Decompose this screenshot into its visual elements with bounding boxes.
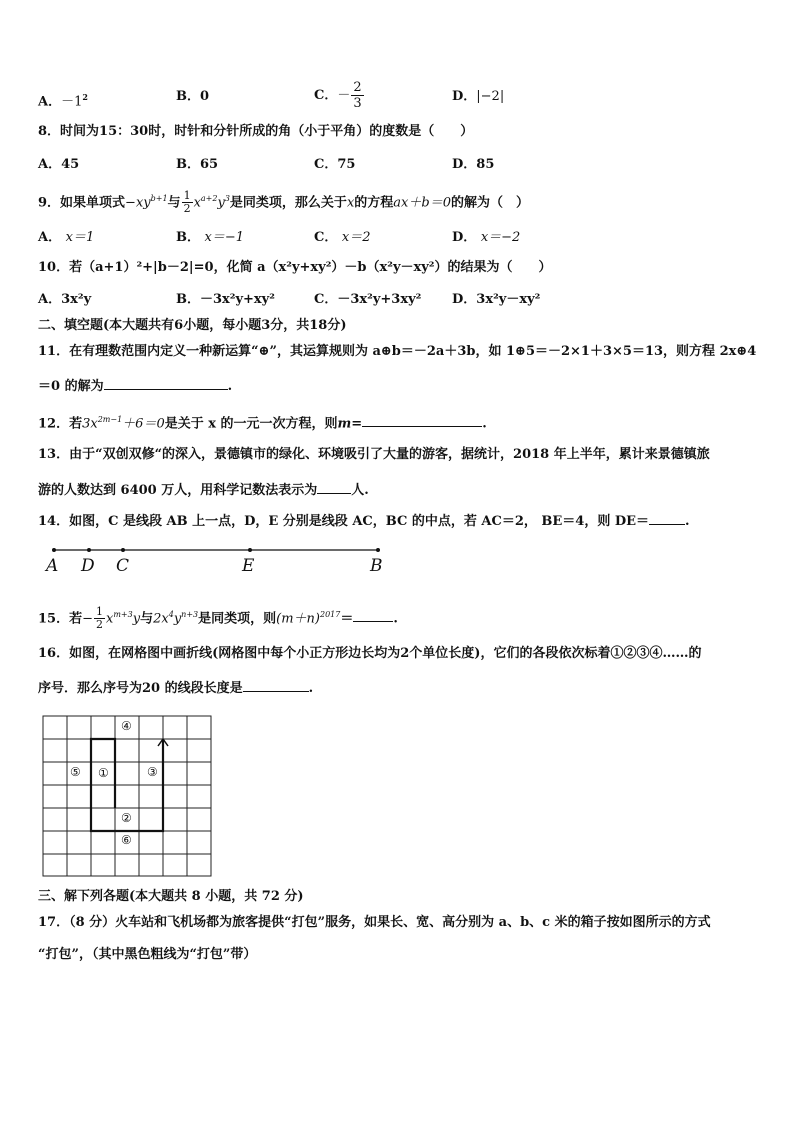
grid-label-1: ①	[98, 766, 109, 780]
option-value: x＝−1	[204, 230, 245, 245]
option-letter: A．	[38, 230, 62, 245]
option-letter: A．	[38, 94, 62, 110]
q8-option-b: B．65	[176, 157, 219, 172]
option-letter: D．	[452, 230, 477, 245]
label-c: C	[116, 556, 130, 576]
text: 9．如果单项式	[38, 195, 126, 211]
variable: m	[337, 416, 352, 432]
option-value: －1	[61, 94, 83, 110]
grid-label-2: ②	[121, 811, 132, 825]
grid-label-4: ④	[121, 719, 132, 733]
section-3-heading: 三、解下列各题(本大题共 8 小题，共 72 分)	[38, 889, 304, 904]
exponent: 4	[168, 610, 174, 619]
text: .	[308, 681, 314, 696]
q17-line2: “打包”，（其中黑色粗线为“打包”带）	[38, 947, 257, 962]
fraction	[182, 190, 193, 215]
exponent: n+3	[181, 610, 199, 619]
q7-option-a	[38, 88, 88, 111]
answer-blank[interactable]	[104, 375, 228, 390]
q8-option-a: A．45	[38, 157, 80, 172]
option-letter: C．	[314, 230, 338, 245]
q14-stem	[38, 510, 690, 531]
q7-option-c	[314, 80, 365, 111]
text: 是同类项，那么关于	[229, 195, 347, 211]
label-e: E	[242, 556, 255, 576]
q7-option-d	[452, 88, 504, 106]
exponent: 3	[224, 194, 230, 203]
point-e	[248, 548, 252, 552]
fraction-numerator: 1	[96, 605, 103, 619]
grid-figure	[42, 715, 214, 879]
option-value: x＝1	[65, 230, 95, 245]
text: 与	[140, 611, 154, 627]
text: 是关于 x 的一元一次方程，则	[164, 416, 338, 432]
text: 序号．那么序号为20 的线段长度是	[38, 681, 243, 696]
exponent: 2	[82, 92, 88, 102]
text: .	[482, 416, 487, 432]
grid-label-5: ⑤	[70, 765, 81, 779]
q8-option-d: D．85	[452, 157, 495, 172]
q10-option-c: C．－3x²y+3xy²	[314, 292, 422, 307]
fraction	[351, 80, 363, 111]
fraction	[94, 606, 105, 631]
q13-line2	[38, 479, 369, 500]
q10-option-a: A．3x²y	[38, 292, 92, 307]
option-value: x＝−2	[480, 230, 521, 245]
variable: x	[346, 195, 355, 211]
monomial: −xy	[125, 195, 151, 211]
text: ＝	[340, 611, 354, 627]
grid-label-3: ③	[147, 765, 158, 779]
text: ＝0 的解为	[38, 379, 104, 394]
q9-option-a	[38, 229, 94, 247]
variable: y	[132, 611, 141, 627]
q7-option-b: B．0	[176, 89, 210, 104]
answer-blank[interactable]	[649, 510, 685, 525]
q9-option-b	[176, 229, 244, 247]
exponent: 2m−1	[97, 415, 123, 424]
variable: y	[217, 195, 225, 211]
text: =	[351, 416, 363, 432]
text: 游的人数达到 6400 万人，用科学记数法表示为	[38, 483, 318, 498]
expression: (m＋n)	[276, 611, 320, 627]
q12-line	[38, 411, 487, 433]
label-b: B	[370, 556, 383, 576]
q16-line1: 16．如图，在网格图中画折线(网格图中每个小正方形边长均为2个单位长度)，它们的各段依次标着①②③④……的	[38, 646, 702, 661]
option-letter: D．	[452, 89, 477, 104]
exponent: b+1	[150, 194, 168, 203]
sign: －	[337, 88, 351, 103]
q16-line2	[38, 677, 313, 698]
q9-stem	[38, 190, 529, 215]
grid-label-6: ⑥	[121, 833, 132, 847]
label-a: A	[46, 556, 59, 576]
q9-option-d	[452, 229, 520, 247]
option-letter: B．	[176, 230, 200, 245]
text: 是同类项，则	[198, 611, 277, 627]
answer-blank[interactable]	[353, 607, 393, 622]
text: 与	[167, 195, 181, 211]
option-value: |−2|	[476, 89, 505, 104]
text: .	[685, 514, 690, 529]
expression: 3x	[82, 416, 98, 432]
text: 人.	[351, 483, 369, 498]
q17-line1: 17．（8 分）火车站和飞机场都为旅客提供“打包”服务，如果长、宽、高分别为 a、b、c 米的箱子按如图所示的方式	[38, 915, 711, 930]
point-c	[121, 548, 125, 552]
q15-line	[38, 606, 398, 631]
fraction-denominator: 2	[96, 618, 103, 632]
exponent: a+2	[200, 194, 218, 203]
point-a	[52, 548, 56, 552]
sign: −	[82, 611, 93, 627]
text: .	[393, 611, 398, 627]
q11-line2	[38, 375, 232, 396]
q13-line1: 13．由于“双创双修“的深入，景德镇市的绿化、环境吸引了大量的游客，据统计，2018 年上半年，累计来景德镇旅	[38, 447, 710, 462]
q10-option-d: D．3x²y－xy²	[452, 292, 541, 307]
exponent: 2017	[319, 610, 341, 619]
monomial: 2x	[153, 611, 169, 627]
option-letter: C．	[314, 88, 338, 103]
grid-lines	[43, 716, 211, 876]
q8-option-c: C．75	[314, 157, 356, 172]
q9-option-c	[314, 229, 371, 247]
text: 15．若	[38, 611, 83, 627]
point-d	[87, 548, 91, 552]
expression: ＋6＝0	[122, 416, 165, 432]
fraction-numerator: 2	[353, 80, 362, 95]
answer-blank[interactable]	[243, 677, 309, 692]
answer-blank[interactable]	[317, 479, 351, 494]
variable: y	[173, 611, 182, 627]
text: 的解为（ ）	[450, 195, 529, 211]
fraction-denominator: 2	[183, 202, 191, 216]
text: 的方程	[354, 195, 394, 211]
answer-blank[interactable]	[362, 412, 482, 427]
q8-stem: 8．时间为15：30时，时针和分针所成的角（小于平角）的度数是（ ）	[38, 124, 474, 139]
text: 12．若	[38, 416, 83, 432]
text: 14．如图，C 是线段 AB 上一点，D，E 分别是线段 AC，BC 的中点，若 AC＝2， BE＝4，则 DE＝	[38, 514, 650, 529]
option-value: x＝2	[341, 230, 371, 245]
section-2-heading: 二、填空题(本大题共有6小题，每小题3分，共18分)	[38, 318, 347, 333]
fraction-denominator: 3	[353, 96, 362, 111]
variable: x	[106, 611, 114, 627]
point-b	[376, 548, 380, 552]
text: .	[227, 379, 233, 394]
q11-line1: 11．在有理数范围内定义一种新运算“⊕”，其运算规则为 a⊕b＝－2a＋3b，如 1⊕5＝－2×1＋3×5＝13，则方程 2x⊕4	[38, 344, 757, 359]
monomial: x	[193, 195, 201, 211]
q10-option-b: B．－3x²y+xy²	[176, 292, 275, 307]
exponent: m+3	[113, 610, 133, 619]
label-d: D	[81, 556, 95, 576]
equation: ax＋b＝0	[393, 195, 451, 211]
fraction-numerator: 1	[183, 189, 191, 203]
q10-stem: 10．若（a+1）²+|b－2|=0，化简 a（x²y+xy²）－b（x²y－xy²）的结果为（ ）	[38, 260, 552, 275]
